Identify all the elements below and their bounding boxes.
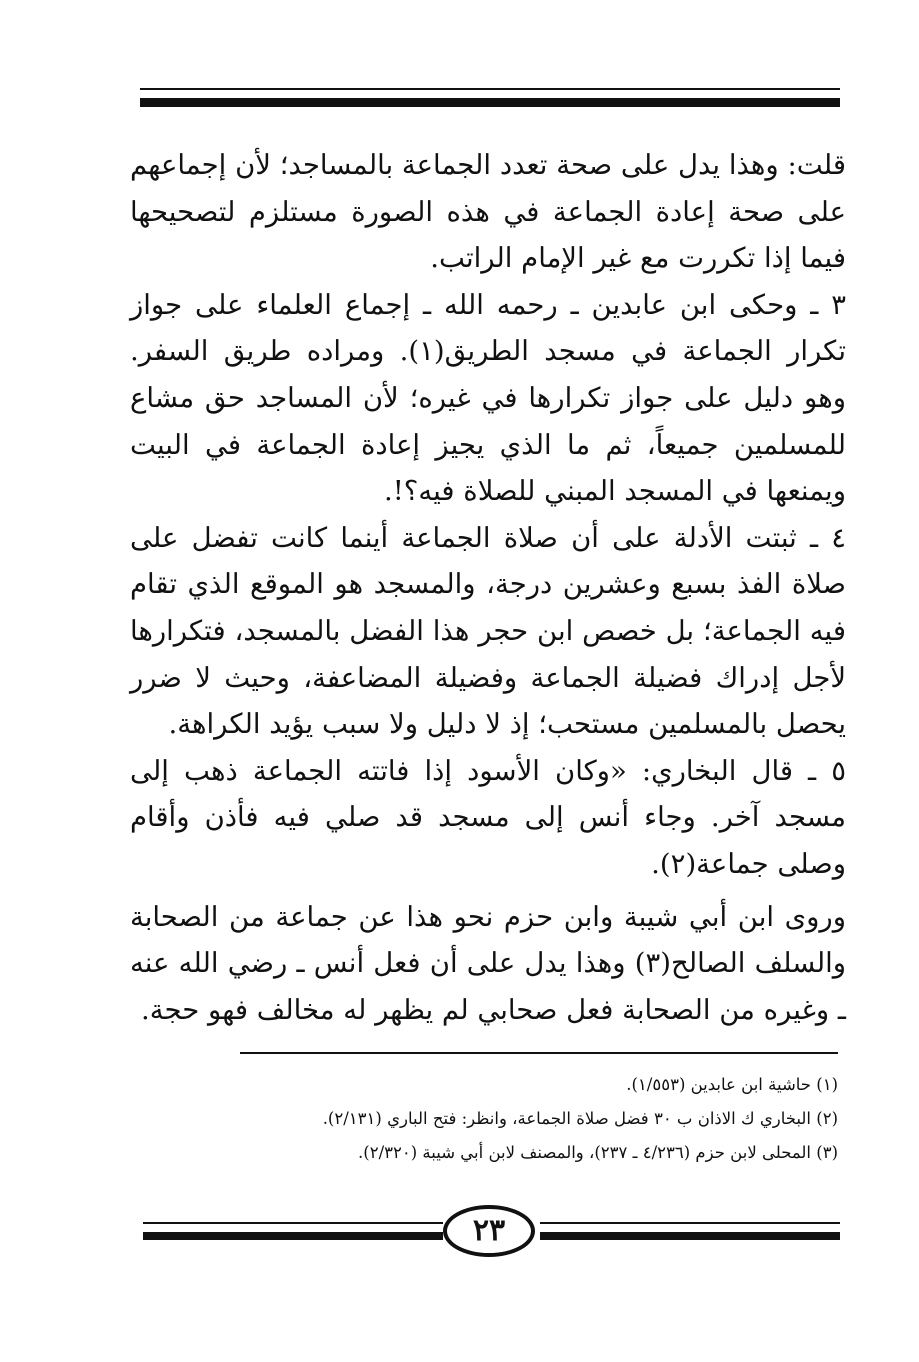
footer-rule-thin-right — [540, 1222, 840, 1224]
footnote-separator — [240, 1052, 838, 1054]
paragraph: وروى ابن أبي شيبة وابن حزم نحو هذا عن جماعة من الصحابة والسلف الصالح(٣) وهذا يدل على أن فعل أنس ـ رضي الله عنه ـ وغيره من الصحابة فعل صحابي لم يظهر له مخالف فهو حجة. — [130, 900, 847, 1026]
header-rule-thin-line — [140, 88, 840, 90]
paragraph: ٣ ـ وحكى ابن عابدين ـ رحمه الله ـ إجماع العلماء على جواز تكرار الجماعة في مسجد الطريق(١). ومراده طريق السفر. وهو دليل على جواز تكرارها في غيره؛ لأن المساجد حق مشاع للمسلمين جميعاً، ثم ما الذي يجيز إعادة الجماعة في البيت ويمنعها في المسجد المبني للصلاة فيه؟!. — [130, 288, 847, 508]
footer-rule-thick-right — [540, 1232, 840, 1240]
paragraph: قلت: وهذا يدل على صحة تعدد الجماعة بالمساجد؛ لأن إجماعهم على صحة إعادة الجماعة في هذه الصورة مستلزم لتصحيحها فيما إذا تكررت مع غير الإمام الراتب. — [130, 149, 846, 275]
paragraph: ٤ ـ ثبتت الأدلة على أن صلاة الجماعة أينما كانت تفضل على صلاة الفذ بسبع وعشرين درجة، والمسجد هو الموقع الذي تقام فيه الجماعة؛ بل خصص ابن حجر هذا الفضل بالمسجد، فتكرارها لأجل إدراك فضيلة الجماعة وفضيلة المضاعفة، وحيث لا ضرر يحصل بالمسلمين مستحب؛ إذ لا دليل ولا سبب يؤيد الكراهة. — [130, 521, 846, 741]
footnotes — [240, 1068, 838, 1170]
footer-rule-thick-left — [143, 1232, 443, 1240]
footnote: (٢) البخاري ك الاذان ب ٣٠ فضل صلاة الجماعة، وانظر: فتح الباري (٢/١٣١). — [322, 1109, 838, 1128]
footer-rule-thin-left — [143, 1222, 443, 1224]
main-text — [130, 142, 846, 1033]
footnote: (١) حاشية ابن عابدين (١/٥٥٣). — [626, 1075, 838, 1094]
header-rule-thick-line — [140, 98, 840, 107]
footnote: (٣) المحلى لابن حزم (٤/٢٣٦ ـ ٢٣٧)، والمصنف لابن أبي شيبة (٢/٣٢٠). — [358, 1143, 838, 1162]
page-number-badge — [443, 1205, 535, 1257]
page-number: ٢٣ — [472, 1213, 506, 1248]
paragraph: ٥ ـ قال البخاري: «وكان الأسود إذا فاتته الجماعة ذهب إلى مسجد آخر. وجاء أنس إلى مسجد قد صلي فيه فأذن وأقام وصلى جماعة(٢). — [130, 754, 846, 880]
